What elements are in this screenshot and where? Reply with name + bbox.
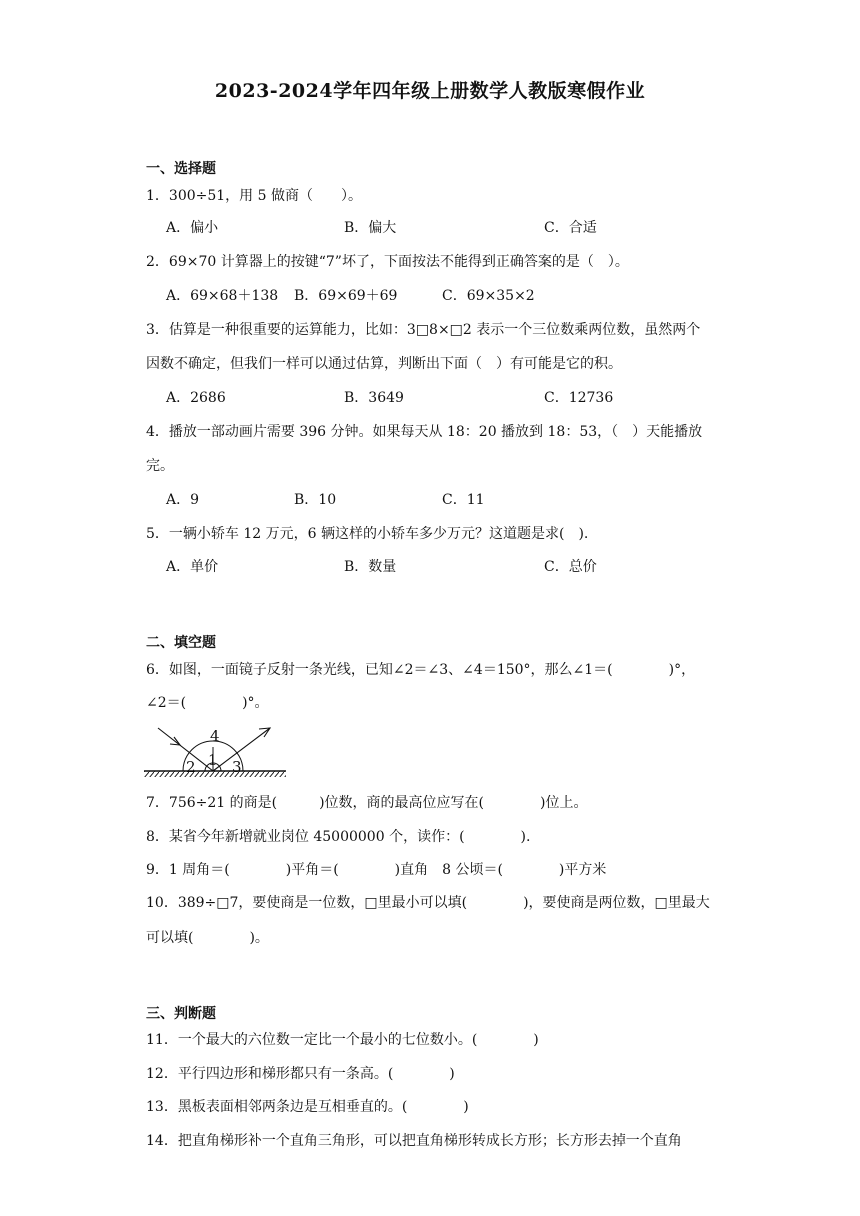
question-5-stem: 5．一辆小轿车 12 万元，6 辆这样的小轿车多少万元？这道题是求( ). — [146, 526, 589, 542]
question-4-line-1: 4．播放一部动画片需要 396 分钟。如果每天从 18：20 播放到 18：53，（ ）天能播放 — [146, 424, 703, 440]
question-3-options — [146, 388, 726, 408]
option-a: A．69×68＋138 — [166, 288, 279, 304]
section-heading-fill: 二、填空题 — [146, 635, 216, 651]
question-1-stem: 1．300÷51，用 5 做商（ ）。 — [146, 188, 362, 204]
question-11: 11．一个最大的六位数一定比一个最小的七位数小。( ) — [146, 1032, 539, 1048]
question-10-line-2: 可以填( )。 — [146, 930, 269, 946]
mirror-reflection-figure — [144, 724, 290, 784]
option-c: C．总价 — [544, 559, 597, 575]
option-c: C．69×35×2 — [442, 288, 535, 304]
question-6-line-2: ∠2＝( )°。 — [146, 695, 269, 711]
option-c: C．合适 — [544, 220, 597, 236]
option-c: C．11 — [442, 492, 485, 508]
question-4-options — [146, 490, 726, 510]
angle-label-3: 3 — [232, 758, 242, 776]
option-b: B．69×69＋69 — [294, 288, 398, 304]
mirror-diagram — [144, 724, 290, 780]
mirror-hatching — [144, 771, 286, 777]
question-14-line-1: 14．把直角梯形补一个直角三角形，可以把直角梯形转成长方形；长方形去掉一个直角 — [146, 1133, 682, 1149]
question-8: 8．某省今年新增就业岗位 45000000 个，读作：( ). — [146, 829, 531, 845]
option-a: A．9 — [166, 492, 200, 508]
angle-label-4: 4 — [210, 727, 220, 745]
option-b: B．偏大 — [344, 220, 397, 236]
question-1-options — [146, 218, 726, 238]
option-a: A．偏小 — [166, 220, 219, 236]
question-3-line-1: 3．估算是一种很重要的运算能力，比如：3□8×□2 表示一个三位数乘两位数，虽然两个 — [146, 322, 701, 338]
angle-label-2: 2 — [186, 758, 196, 776]
question-9: 9．1 周角＝( )平角＝( )直角 8 公顷＝( )平方米 — [146, 862, 607, 878]
question-12: 12．平行四边形和梯形都只有一条高。( ) — [146, 1066, 455, 1082]
question-13: 13．黑板表面相邻两条边是互相垂直的。( ) — [146, 1099, 469, 1115]
option-c: C．12736 — [544, 390, 614, 406]
option-b: B．10 — [294, 492, 337, 508]
option-a: A．单价 — [166, 559, 219, 575]
question-2-options — [146, 286, 726, 306]
question-4-line-2: 完。 — [146, 458, 174, 474]
question-2-stem: 2．69×70 计算器上的按键“7”坏了，下面按法不能得到正确答案的是（ ）。 — [146, 254, 629, 270]
page-title: 2023-2024学年四年级上册数学人教版寒假作业 — [214, 80, 646, 102]
question-6-line-1: 6．如图，一面镜子反射一条光线，已知∠2＝∠3、∠4＝150°，那么∠1＝( )°， — [146, 662, 696, 678]
question-5-options — [146, 557, 726, 577]
question-7: 7．756÷21 的商是( )位数，商的最高位应写在( )位上。 — [146, 795, 588, 811]
option-b: B．数量 — [344, 559, 397, 575]
option-a: A．2686 — [166, 390, 226, 406]
question-3-line-2: 因数不确定，但我们一样可以通过估算，判断出下面（ ）有可能是它的积。 — [146, 356, 622, 372]
section-heading-judge: 三、判断题 — [146, 1006, 216, 1022]
question-10-line-1: 10．389÷□7，要使商是一位数，□里最小可以填( )，要使商是两位数，□里最大 — [146, 895, 710, 911]
angle-label-1: 1 — [208, 751, 218, 769]
section-heading-choice: 一、选择题 — [146, 161, 216, 177]
option-b: B．3649 — [344, 390, 404, 406]
